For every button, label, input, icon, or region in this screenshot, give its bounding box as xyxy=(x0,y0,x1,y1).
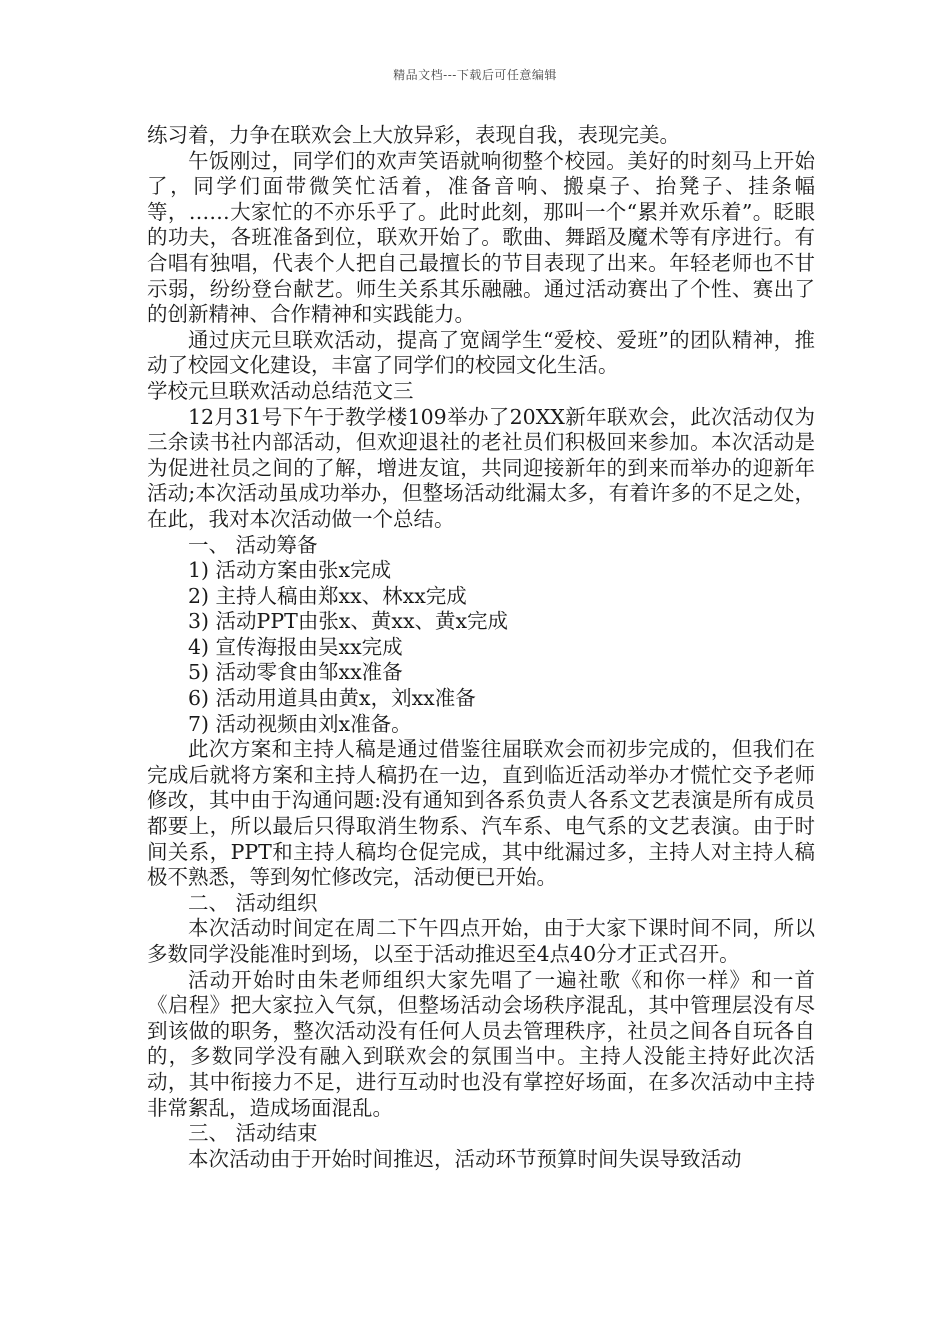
section-heading: 一、 活动筹备 xyxy=(188,532,318,557)
paragraph: 本次活动由于开始时间推迟，活动环节预算时间失误导致活动 xyxy=(188,1146,742,1171)
paragraph: 活动开始时由朱老师组织大家先唱了一遍社歌《和你一样》和一首《启程》把大家拉入气氛，但整场活动会场秩序混乱，其中管理层没有尽到该做的职务，整次活动没有任何人员去管理秩序，社员之间各自玩各自的，多数同学没有融入到联欢会的氛围当中。主持人没能主持好此次活动，其中衔接力不足，进行互动时也没有掌控好场面，在多次活动中主持非常絮乱，造成场面混乱。 xyxy=(147,967,815,1120)
page-header: 精品文档---下载后可任意编辑 xyxy=(393,68,557,82)
list-item: 6) 活动用道具由黄x，刘xx准备 xyxy=(188,686,476,711)
section-heading: 二、 活动组织 xyxy=(188,890,318,915)
section-heading: 三、 活动结束 xyxy=(188,1121,318,1146)
list-item: 2) 主持人稿由郑xx、林xx完成 xyxy=(188,583,467,608)
paragraph: 本次活动时间定在周二下午四点开始，由于大家下课时间不同，所以多数同学没能准时到场，以至于活动推迟至4点40分才正式召开。 xyxy=(147,916,815,966)
list-item: 3) 活动PPT由张x、黄xx、黄x完成 xyxy=(188,609,509,634)
list-item: 7) 活动视频由刘x准备。 xyxy=(188,711,412,736)
list-item: 1) 活动方案由张x完成 xyxy=(188,558,392,583)
paragraph: 午饭刚过，同学们的欢声笑语就响彻整个校园。美好的时刻马上开始了，同学们面带微笑忙活着，准备音响、搬桌子、抬凳子、挂条幅等，……大家忙的不亦乐乎了。此时此刻，那叫一个“累并欢乐着”。眨眼的功夫，各班准备到位，联欢开始了。歌曲、舞蹈及魔术等有序进行。有合唱有独唱，代表个人把自己最擅长的节目表现了出来。年轻老师也不甘示弱，纷纷登台献艺。师生关系其乐融融。通过活动赛出了个性、赛出了的创新精神、合作精神和实践能力。 xyxy=(147,148,815,327)
document-body xyxy=(147,123,815,1172)
list-item: 4) 宣传海报由吴xx完成 xyxy=(188,634,403,659)
paragraph: 通过庆元旦联欢活动，提高了宽阔学生“爱校、爱班”的团队精神，推动了校园文化建设，丰富了同学们的校园文化生活。 xyxy=(147,327,815,378)
paragraph: 练习着，力争在联欢会上大放异彩，表现自我，表现完美。 xyxy=(147,123,680,147)
list-item: 5) 活动零食由邹xx准备 xyxy=(188,660,403,685)
section-title: 学校元旦联欢活动总结范文三 xyxy=(147,378,414,403)
paragraph: 12月31号下午于教学楼109举办了20XX新年联欢会，此次活动仅为三余读书社内部活动，但欢迎退社的老社员们积极回来参加。本次活动是为促进社员之间的了解，增进友谊，共同迎接新年的到来而举办的迎新年活动;本次活动虽成功举办，但整场活动纰漏太多，有着许多的不足之处，在此，我对本次活动做一个总结。 xyxy=(147,404,815,531)
paragraph: 此次方案和主持人稿是通过借鉴往届联欢会而初步完成的，但我们在完成后就将方案和主持人稿扔在一边，直到临近活动举办才慌忙交予老师修改，其中由于沟通问题:没有通知到各系负责人各系文艺表演是所有成员都要上，所以最后只得取消生物系、汽车系、电气系的文艺表演。由于时间关系，PPT和主持人稿均仓促完成，其中纰漏过多，主持人对主持人稿极不熟悉，等到匆忙修改完，活动便已开始。 xyxy=(147,737,815,890)
